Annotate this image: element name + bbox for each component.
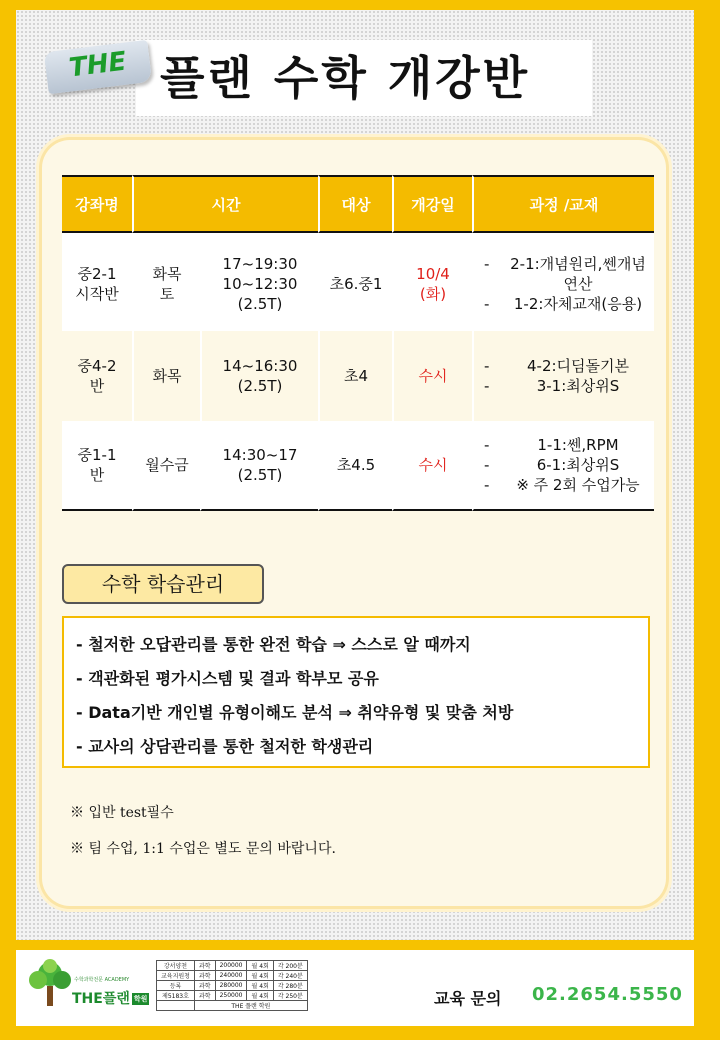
schedule-table [62,175,654,511]
curriculum-item: - 4-2:디딤돌기본 [484,357,629,375]
management-section-title: 수학 학습관리 [62,564,264,604]
registration-row [157,971,308,981]
time-line: 14:30~17 [222,446,298,464]
logo-brand [72,988,149,1008]
curriculum-text: ※ 주 2회 수업가능 [516,476,640,494]
logo-tagline: 수학과학전문 ACADEMY [74,977,130,983]
header-target: 대상 [318,175,392,233]
table-row [62,233,654,331]
curriculum-item: - 6-1:최상위S [484,456,620,474]
registration-row [157,1001,308,1011]
management-list [62,616,650,768]
curriculum-cell [472,421,654,511]
start-date-cell: 수시 [392,331,472,421]
start-date-line: (화) [419,284,447,303]
days-cell: 월수금 [132,421,200,511]
registration-label: 등록 [157,981,195,991]
course-name-line: 중4-2 [77,357,117,375]
registration-cell: 과학 [194,971,215,981]
contact-phone[interactable]: 02.2654.5550 [532,984,683,1005]
registration-label: 제5183호 [157,991,195,1001]
curriculum-text: 1-1:쎈,RPM [537,436,619,454]
curriculum-item: - 2-1:개념원리,쎈개념 [484,254,646,273]
registration-cell: 200000 [215,961,247,971]
time-cell [200,421,318,511]
registration-cell: 월 4회 [247,961,273,971]
registration-cell: 월 4회 [247,991,273,1001]
curriculum-item: - 1-1:쎈,RPM [484,436,619,454]
logo-brand-text: THE플랜 [72,991,130,1007]
registration-cell: 각 200분 [273,961,307,971]
course-name-line: 중2-1 [77,264,117,283]
registration-cell: 각 250분 [273,991,307,1001]
registration-cell: 과학 [194,991,215,1001]
course-name-line: 반 [89,466,105,484]
registration-cell: 월 4회 [247,981,273,991]
header-course-name: 강좌명 [62,175,132,233]
curriculum-text: 연산 [563,274,593,293]
curriculum-text: 3-1:최상위S [536,377,620,395]
badge-label: THE [67,46,128,84]
page-title: 플랜 수학 개강반 [160,51,531,105]
time-line: (2.5T) [237,294,283,313]
target-cell: 초6.중1 [318,233,392,331]
registration-cell: 250000 [215,991,247,1001]
curriculum-item: - 1-2:자체교재(응용) [484,294,643,313]
curriculum-item: - ※ 주 2회 수업가능 [484,476,640,494]
contact-label: 교육 문의 [434,989,502,1008]
curriculum-text: 1-2:자체교재(응용) [513,294,643,313]
registration-label: 강서양천 [157,961,195,971]
time-line: (2.5T) [237,466,283,484]
target-cell: 초4.5 [318,421,392,511]
registration-footer: THE 플랜 학원 [194,1001,307,1011]
management-item: - 교사의 상담관리를 통한 철저한 학생관리 [76,737,374,756]
course-name-line: 반 [89,377,105,395]
registration-cell: 각 240분 [273,971,307,981]
start-date-line: 10/4 [416,264,450,283]
table-row [62,421,654,511]
course-name-line: 시작반 [75,284,119,303]
logo-brand-tag: 학원 [133,995,148,1003]
curriculum-cell [472,233,654,331]
header-curriculum: 과정 /교재 [472,175,654,233]
course-name-cell [62,421,132,511]
registration-cell: 월 4회 [247,971,273,981]
days-cell: 화목 [132,331,200,421]
note-team-lesson: ※ 팀 수업, 1:1 수업은 별도 문의 바랍니다. [70,841,336,857]
registration-cell: 과학 [194,961,215,971]
time-line: 10~12:30 [222,274,298,293]
registration-row [157,981,308,991]
header-start-date: 개강일 [392,175,472,233]
management-item: - 객관화된 평가시스템 및 결과 학부모 공유 [76,669,379,688]
registration-cell: 각 280분 [273,981,307,991]
time-line: 17~19:30 [222,254,298,273]
registration-cell: 280000 [215,981,247,991]
registration-cell: 240000 [215,971,247,981]
management-item: - Data기반 개인별 유형이해도 분석 ⇒ 취약유형 및 맞춤 처방 [76,703,514,722]
registration-row [157,991,308,1001]
time-cell [200,331,318,421]
start-date-cell [392,233,472,331]
header-time: 시간 [132,175,318,233]
course-name-cell [62,233,132,331]
days-line: 화목 [152,264,182,283]
curriculum-text: 4-2:디딤돌기본 [526,357,629,375]
curriculum-text: 2-1:개념원리,쎈개념 [510,254,646,273]
curriculum-item: - 3-1:최상위S [484,377,620,395]
curriculum-item [484,274,654,294]
registration-label: 교육지원청 [157,971,195,981]
start-date-cell: 수시 [392,421,472,511]
footer [16,950,694,1026]
table-row [62,331,654,421]
time-line: (2.5T) [237,377,283,395]
curriculum-text: 6-1:최상위S [536,456,620,474]
registration-table [156,960,308,1011]
registration-cell [157,1001,195,1011]
target-cell: 초4 [318,331,392,421]
management-item: - 철저한 오답관리를 통한 완전 학습 ⇒ 스스로 알 때까지 [76,635,471,654]
time-line: 14~16:30 [222,357,298,375]
course-name-line: 중1-1 [77,446,117,464]
time-cell [200,233,318,331]
course-name-cell [62,331,132,421]
registration-cell: 과학 [194,981,215,991]
note-entrance-test: ※ 입반 test필수 [70,805,174,821]
curriculum-cell [472,331,654,421]
registration-row [157,961,308,971]
tree-logo-icon [26,958,74,1008]
days-cell [132,233,200,331]
days-line: 토 [159,284,175,303]
